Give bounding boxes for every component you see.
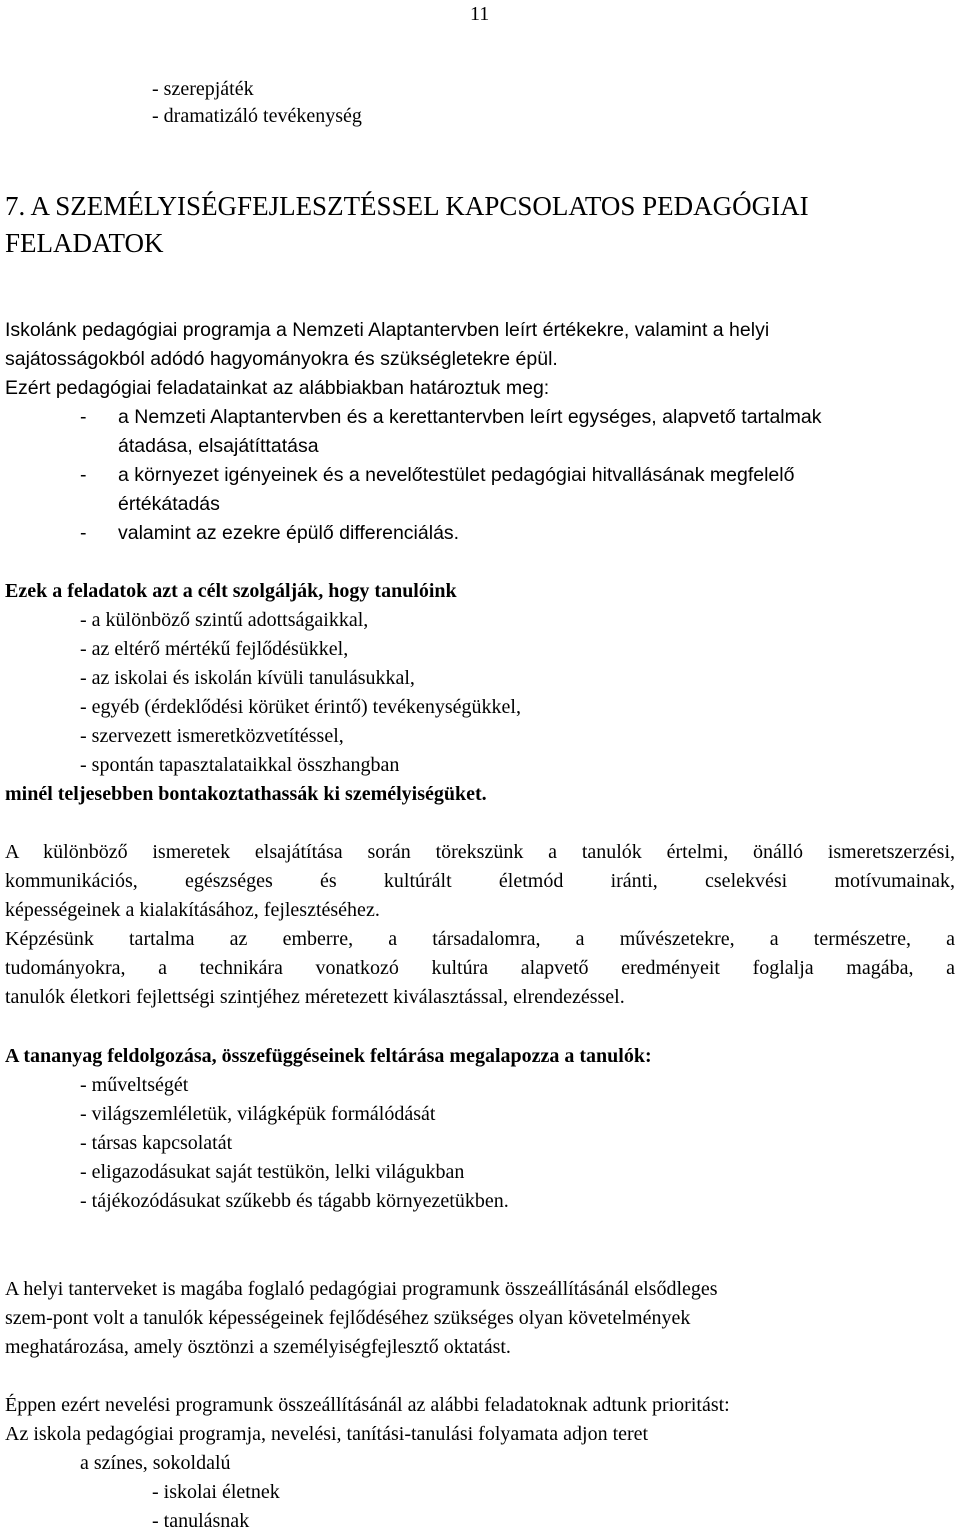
list-item: a környezet igényeinek és a nevelőtestület pedagógiai hitvallásának megfelelő (118, 464, 795, 486)
list-item: a Nemzeti Alaptantervben és a kerettantervben leírt egységes, alapvető tartalmak (118, 406, 822, 428)
page-number: 11 (470, 3, 490, 25)
list-item: - spontán tapasztalataikkal összhangban (80, 754, 400, 776)
paragraph-line: A különböző ismeretek elsajátítása során törekszünk a tanulók értelmi, önálló ismeretszerzési, (5, 841, 955, 863)
list-item: - műveltségét (80, 1074, 189, 1096)
paragraph-line: tanulók életkori fejlettségi szintjéhez méretezett kiválasztással, elrendezéssel. (5, 986, 625, 1008)
list-item: - szervezett ismeretközvetítéssel, (80, 725, 344, 747)
paragraph-closing: minél teljesebben bontakoztathassák ki személyiségüket. (5, 783, 487, 805)
paragraph-line: A helyi tanterveket is magába foglaló pedagógiai programunk összeállításánál elsődleges (5, 1278, 718, 1300)
list-item: - eligazodásukat saját testükön, lelki világukban (80, 1161, 465, 1183)
paragraph-line: képességeinek a kialakításához, fejlesztéséhez. (5, 899, 380, 921)
list-item: - tanulásnak (152, 1510, 250, 1532)
list-item: - világszemléletük, világképük formálódását (80, 1103, 436, 1125)
list-item: - az eltérő mértékű fejlődésükkel, (80, 638, 349, 660)
paragraph-line: tudományokra, a technikára vonatkozó kultúra alapvető eredményeit foglalja magába, a (5, 957, 955, 979)
list-item-continued: átadása, elsajátíttatása (118, 435, 319, 457)
paragraph-line: Éppen ezért nevelési programunk összeállításánál az alábbi feladatoknak adtunk prioritást: (5, 1394, 730, 1416)
list-item: - az iskolai és iskolán kívüli tanulásukkal, (80, 667, 415, 689)
list-dash: - (80, 406, 87, 428)
section-title-continued: FELADATOK (5, 228, 164, 258)
paragraph-line: meghatározása, amely ösztönzi a személyiségfejlesztő oktatást. (5, 1336, 511, 1358)
paragraph-heading: Ezek a feladatok azt a célt szolgálják, hogy tanulóink (5, 580, 457, 602)
paragraph-line: Képzésünk tartalma az emberre, a társadalomra, a művészetekre, a természetre, a (5, 928, 955, 950)
paragraph-line: Az iskola pedagógiai programja, nevelési, tanítási-tanulási folyamata adjon teret (5, 1423, 649, 1445)
list-item: - társas kapcsolatát (80, 1132, 233, 1154)
list-dash: - (80, 464, 87, 486)
paragraph-line: kommunikációs, egészséges és kultúrált életmód iránti, cselekvési motívumainak, (5, 870, 955, 892)
paragraph-line: szem-pont volt a tanulók képességeinek fejlődéséhez szükséges olyan követelmények (5, 1307, 691, 1329)
paragraph-heading: A tananyag feldolgozása, összefüggéseinek feltárása megalapozza a tanulók: (5, 1045, 652, 1067)
paragraph-line: Ezért pedagógiai feladatainkat az alábbiakban határoztuk meg: (5, 377, 550, 399)
list-item: - egyéb (érdeklődési körüket érintő) tevékenységükkel, (80, 696, 521, 718)
list-dash: - (80, 522, 87, 544)
section-title: 7. A SZEMÉLYISÉGFEJLESZTÉSSEL KAPCSOLATOS PEDAGÓGIAI (5, 191, 809, 221)
list-item: - dramatizáló tevékenység (152, 105, 362, 127)
list-item: - iskolai életnek (152, 1481, 280, 1503)
paragraph-line: Iskolánk pedagógiai programja a Nemzeti Alaptantervben leírt értékekre, valamint a helyi (5, 319, 770, 341)
list-item: - szerepjáték (152, 78, 254, 100)
paragraph-line: a színes, sokoldalú (80, 1452, 231, 1474)
list-item: valamint az ezekre épülő differenciálás. (118, 522, 460, 544)
list-item: - tájékozódásukat szűkebb és tágabb környezetükben. (80, 1190, 509, 1212)
list-item: - a különböző szintű adottságaikkal, (80, 609, 369, 631)
list-item-continued: értékátadás (118, 493, 220, 515)
paragraph-line: sajátosságokból adódó hagyományokra és szükségletekre épül. (5, 348, 558, 370)
